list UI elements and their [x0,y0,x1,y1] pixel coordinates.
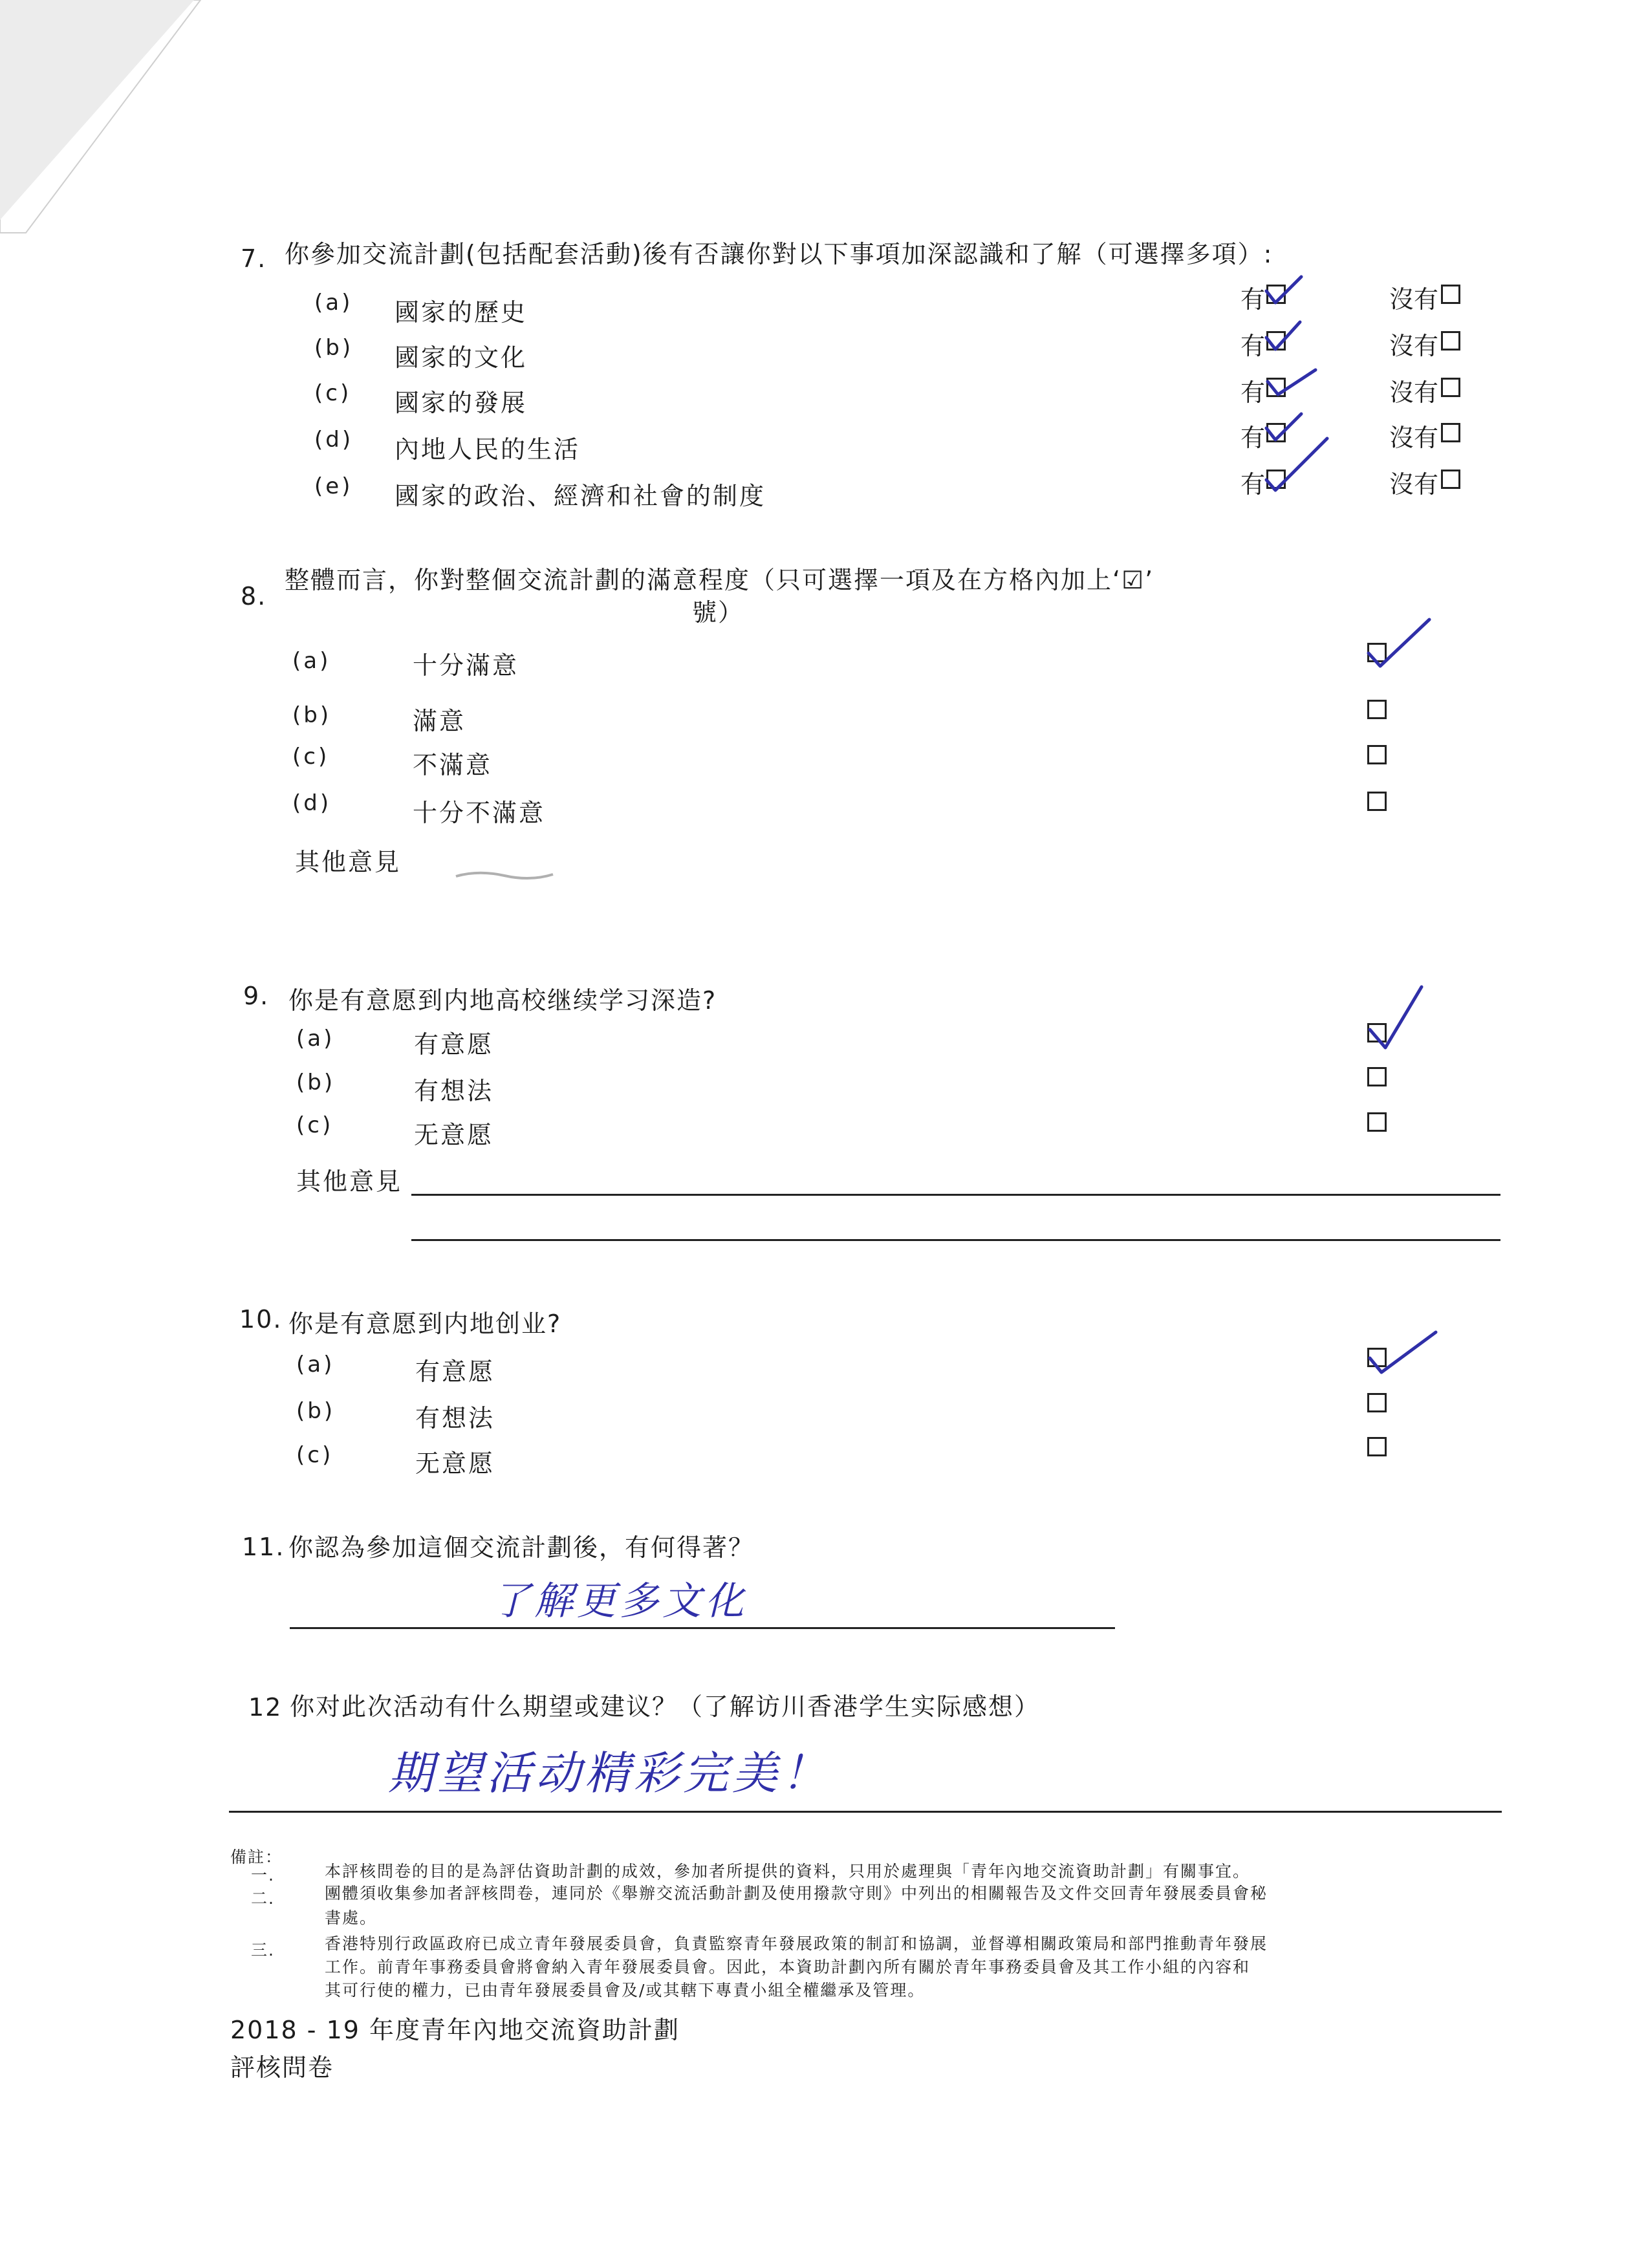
q10-option-c-checkbox[interactable] [1367,1437,1387,1456]
q10-question: 你是有意愿到内地创业? [288,1310,562,1338]
q8-other-label: 其他意見 [295,848,402,876]
q7-option-a-letter: (a) [314,290,353,316]
q9-option-c-letter: (c) [296,1112,334,1138]
q7-e-yes-label: 有 [1240,470,1266,499]
q9-option-c-label: 无意愿 [414,1121,494,1149]
q7-c-no-label: 沒有 [1389,378,1439,407]
q9-other-line-1[interactable] [411,1194,1500,1196]
q9-number: 9. [243,982,270,1010]
q9-option-b-label: 有想法 [414,1077,494,1105]
q7-option-a-label: 國家的歷史 [395,298,528,327]
note-1-number: 一. [251,1866,275,1885]
q11-handwritten-answer: 了解更多文化 [492,1579,748,1624]
q7-option-c-label: 國家的發展 [395,389,528,417]
q7-option-c-letter: (c) [314,380,352,406]
q8-option-a-letter: (a) [292,648,331,674]
q12-number: 12 [248,1693,283,1722]
q7-option-e-letter: (e) [314,473,353,499]
q10-option-b-checkbox[interactable] [1367,1393,1387,1412]
q8-question-line2: 號） [692,598,744,627]
q9-option-b-checkbox[interactable] [1367,1067,1387,1086]
q10-option-c-letter: (c) [296,1442,334,1468]
q9-other-line-2[interactable] [411,1239,1500,1241]
q7-a-no-label: 沒有 [1389,285,1439,314]
q7-option-b-label: 國家的文化 [395,343,528,372]
q8-option-d-label: 十分不滿意 [413,799,546,827]
q7-a-yes-label: 有 [1240,285,1266,314]
q9-question: 你是有意愿到内地高校继续学习深造? [288,986,717,1015]
note-1-line-1: 本評核問卷的目的是為評估資助計劃的成效，參加者所提供的資料，只用於處理與「青年內地交流資助計劃」有關事宜。 [325,1862,1251,1881]
note-3-number: 三. [251,1941,275,1960]
q7-number: 7. [241,244,267,273]
q8-option-b-letter: (b) [292,702,332,728]
q8-option-b-checkbox[interactable] [1367,700,1387,719]
q7-e-tick [1261,435,1332,493]
note-2-line-1: 團體須收集參加者評核問卷，連同於《舉辦交流活動計劃及使用撥款守則》中列出的相關報告及文件交回青年發展委員會秘 [325,1884,1268,1903]
q10-option-a-tick [1363,1326,1441,1377]
q9-option-b-letter: (b) [296,1070,336,1096]
q10-option-c-label: 无意愿 [415,1449,495,1478]
footer-title: 2018 - 19 年度青年內地交流資助計劃 [230,2016,680,2044]
q7-d-no-label: 沒有 [1389,424,1439,452]
q10-option-b-letter: (b) [296,1398,336,1424]
q7-question: 你參加交流計劃(包括配套活動)後有否讓你對以下事項加深認識和了解（可選擇多項）: [285,240,1273,268]
q11-question: 你認為參加這個交流計劃後，有何得著？ [288,1533,755,1562]
note-2-number: 二. [251,1889,275,1908]
q7-a-no-checkbox[interactable] [1441,285,1460,304]
q7-a-tick [1261,272,1306,310]
q9-option-a-letter: (a) [296,1026,335,1052]
q10-option-a-letter: (a) [296,1352,335,1377]
q7-c-tick [1261,362,1319,401]
q7-b-no-label: 沒有 [1389,332,1439,360]
note-3-line-2: 工作。前青年事務委員會將會納入青年發展委員會。因此，本資助計劃內所有關於青年事務委員會及其工作小組的內容和 [325,1958,1251,1976]
note-3-line-3: 其可行使的權力，已由青年發展委員會及/或其轄下專責小組全權繼承及管理。 [325,1981,926,2000]
q7-option-d-label: 內地人民的生活 [395,435,581,464]
q8-option-a-label: 十分滿意 [413,651,519,680]
q7-c-yes-label: 有 [1240,378,1266,407]
q7-option-b-letter: (b) [314,335,354,361]
q7-b-yes-label: 有 [1240,332,1266,360]
q10-number: 10. [239,1305,283,1334]
q8-option-c-letter: (c) [292,744,330,770]
q8-option-a-tick [1363,614,1435,673]
q7-b-tick [1261,317,1306,356]
q7-c-no-checkbox[interactable] [1441,378,1460,397]
q7-e-no-label: 沒有 [1389,470,1439,499]
q8-option-c-label: 不滿意 [413,751,493,779]
q8-question-line1: 整體而言，你對整個交流計劃的滿意程度（只可選擇一項及在方格內加上‘☑’ [285,566,1154,594]
q10-option-a-label: 有意愿 [415,1357,495,1386]
q7-d-yes-label: 有 [1240,424,1266,452]
q8-other-smudge [453,867,556,886]
q8-option-d-checkbox[interactable] [1367,792,1387,811]
q12-answer-line[interactable] [229,1811,1502,1813]
q12-question: 你对此次活动有什么期望或建议？（了解访川香港学生实际感想） [290,1692,1041,1721]
q7-e-no-checkbox[interactable] [1441,470,1460,489]
q12-handwritten-answer: 期望活动精彩完美！ [388,1747,830,1800]
q9-option-a-tick [1363,983,1428,1054]
q7-d-no-checkbox[interactable] [1441,423,1460,442]
q11-answer-line[interactable] [290,1627,1115,1629]
q11-number: 11. [242,1533,285,1561]
q8-number: 8. [241,582,267,610]
q9-other-label: 其他意見 [296,1167,403,1196]
q10-option-b-label: 有想法 [415,1404,495,1432]
q9-option-a-label: 有意愿 [414,1030,494,1059]
note-2-line-2: 書處。 [325,1908,378,1927]
q7-b-no-checkbox[interactable] [1441,331,1460,351]
q9-option-c-checkbox[interactable] [1367,1112,1387,1132]
q8-option-b-label: 滿意 [413,707,466,735]
q7-option-e-label: 國家的政治、經濟和社會的制度 [395,482,766,510]
q8-option-c-checkbox[interactable] [1367,745,1387,764]
folded-corner [0,0,207,246]
note-3-line-1: 香港特別行政區政府已成立青年發展委員會，負責監察青年發展政策的制訂和協調，並督導相關政策局和部門推動青年發展 [325,1934,1268,1953]
notes-heading: 備註： [230,1848,283,1866]
q7-option-d-letter: (d) [314,427,354,453]
q8-option-d-letter: (d) [292,790,332,816]
footer-subtitle: 評核問卷 [230,2053,334,2082]
